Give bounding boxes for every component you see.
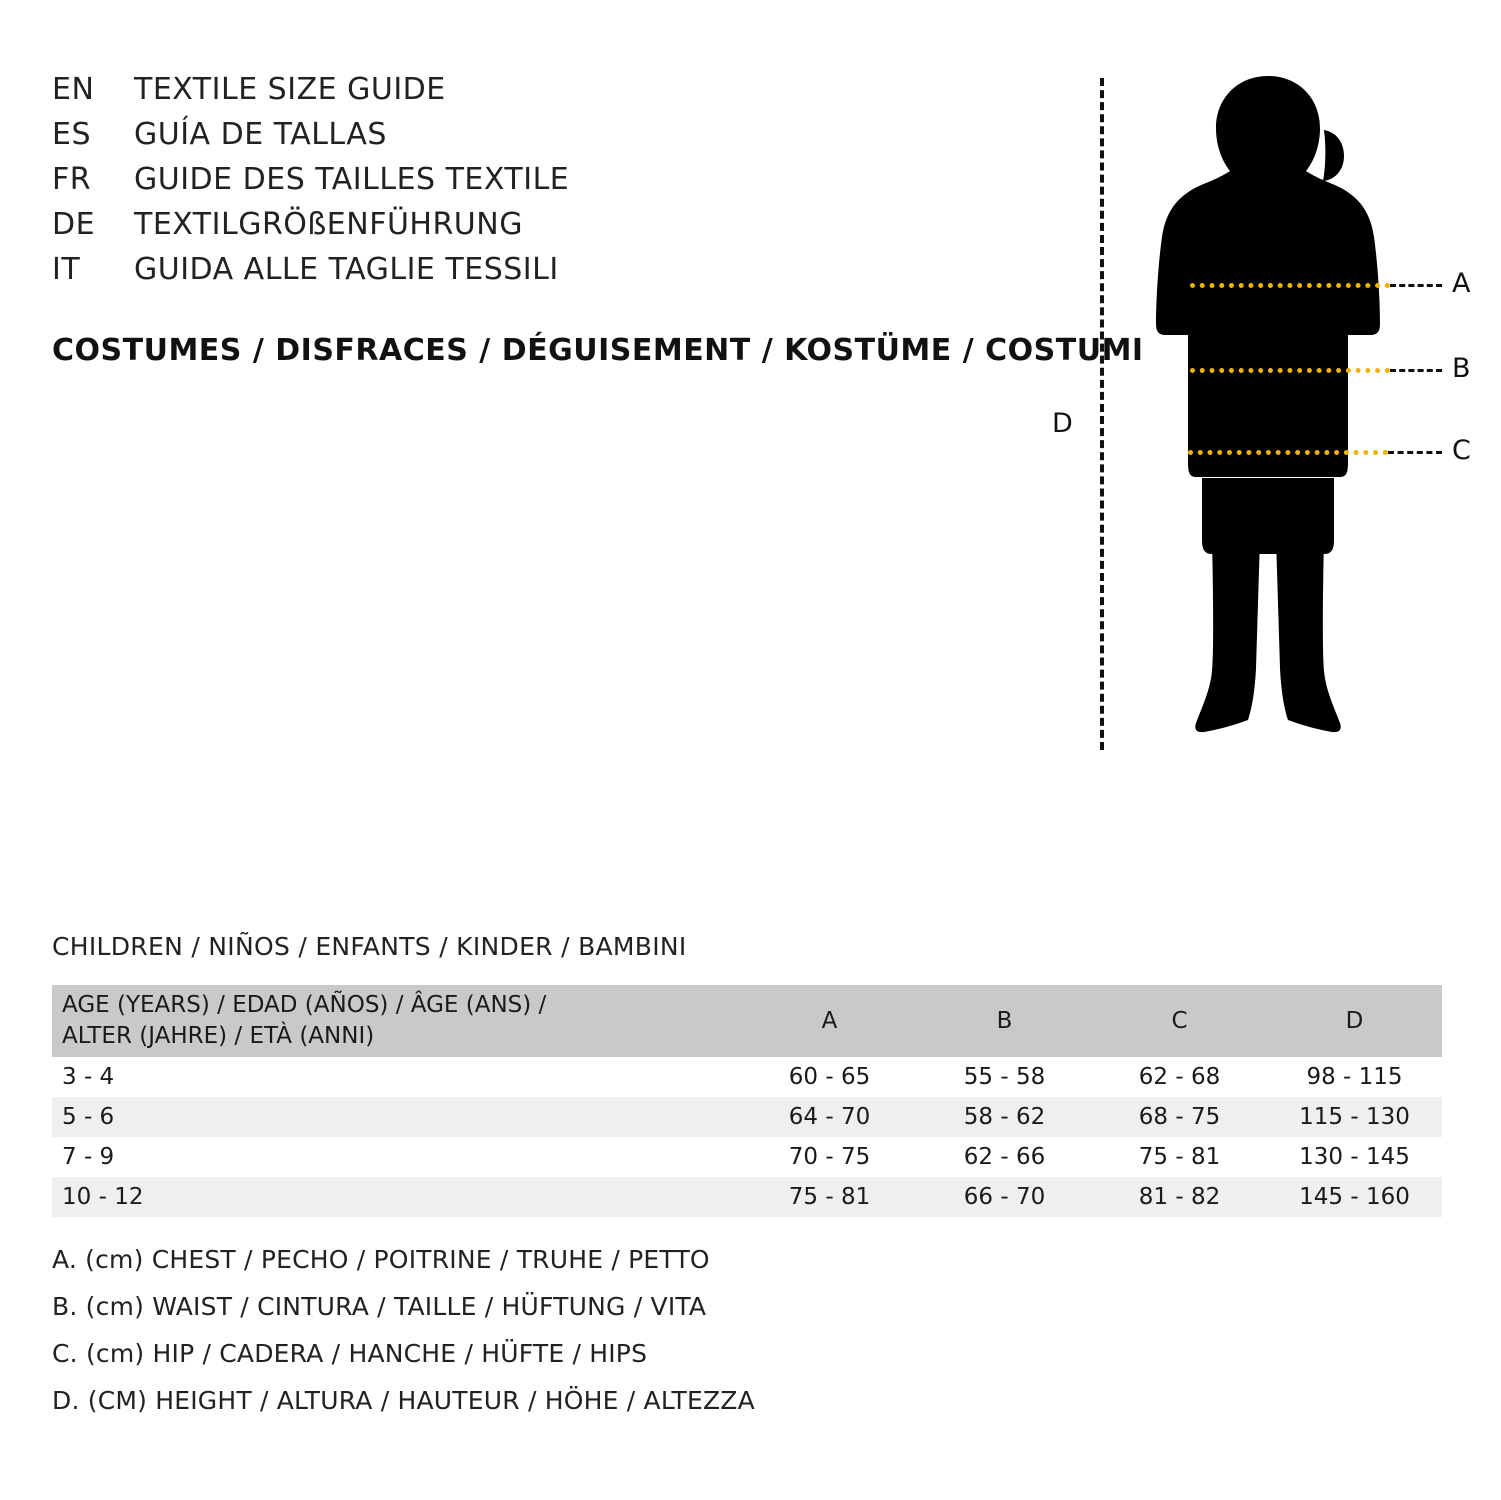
height-label-d: D — [1052, 408, 1073, 439]
hip-marker-line — [1188, 450, 1388, 455]
table-row — [52, 1097, 1442, 1137]
cell-height: 130 - 145 — [1299, 1144, 1410, 1170]
cell-chest: 60 - 65 — [788, 1064, 871, 1090]
cell-waist: 66 - 70 — [963, 1184, 1046, 1210]
cell-chest: 70 - 75 — [788, 1144, 871, 1170]
cell-waist: 55 - 58 — [963, 1064, 1046, 1090]
language-title-fr: GUIDE DES TAILLES TEXTILE — [134, 162, 570, 197]
language-code-es: ES — [52, 117, 91, 152]
cell-chest: 75 - 81 — [788, 1184, 871, 1210]
header-col-d: D — [1345, 1008, 1364, 1034]
chest-lead-line — [1390, 284, 1442, 287]
language-row-de — [52, 207, 1052, 252]
language-title-block — [52, 72, 1052, 297]
table-row — [52, 1057, 1442, 1097]
language-row-fr — [52, 162, 1052, 207]
chest-marker-line — [1190, 283, 1390, 288]
measurement-figure — [1040, 60, 1471, 760]
language-row-it — [52, 252, 1052, 297]
measurement-legend — [52, 1245, 755, 1433]
header-age-line2: ALTER (JAHRE) / ETÀ (ANNI) — [62, 1023, 375, 1049]
cell-age: 3 - 4 — [62, 1064, 115, 1090]
table-row — [52, 1137, 1442, 1177]
chest-label-a: A — [1452, 268, 1471, 299]
cell-waist: 62 - 66 — [963, 1144, 1046, 1170]
children-section-title: CHILDREN / NIÑOS / ENFANTS / KINDER / BAMBINI — [52, 932, 687, 961]
cell-height: 115 - 130 — [1299, 1104, 1410, 1130]
cell-age: 10 - 12 — [62, 1184, 144, 1210]
cell-chest: 64 - 70 — [788, 1104, 871, 1130]
table-header-row — [52, 985, 1442, 1057]
language-code-it: IT — [52, 252, 81, 287]
cell-age: 5 - 6 — [62, 1104, 115, 1130]
waist-label-b: B — [1452, 353, 1471, 384]
waist-lead-line — [1390, 369, 1442, 372]
cell-hip: 62 - 68 — [1138, 1064, 1221, 1090]
language-title-es: GUÍA DE TALLAS — [134, 117, 387, 152]
language-code-de: DE — [52, 207, 96, 242]
language-title-it: GUIDA ALLE TAGLIE TESSILI — [134, 252, 559, 287]
cell-height: 98 - 115 — [1306, 1064, 1403, 1090]
cell-age: 7 - 9 — [62, 1144, 115, 1170]
header-col-b: B — [996, 1008, 1013, 1034]
language-row-es — [52, 117, 1052, 162]
hip-label-c: C — [1452, 435, 1471, 466]
header-col-c: C — [1171, 1008, 1188, 1034]
child-silhouette-icon — [1128, 68, 1408, 758]
language-code-en: EN — [52, 72, 95, 107]
cell-hip: 81 - 82 — [1138, 1184, 1221, 1210]
header-age-line1: AGE (YEARS) / EDAD (AÑOS) / ÂGE (ANS) / — [62, 991, 547, 1018]
language-row-en — [52, 72, 1052, 117]
language-code-fr: FR — [52, 162, 92, 197]
header-age-cell — [52, 985, 742, 1057]
legend-line-c: C. (cm) HIP / CADERA / HANCHE / HÜFTE / HIPS — [52, 1339, 648, 1368]
height-guide-line — [1100, 78, 1104, 750]
legend-line-d: D. (CM) HEIGHT / ALTURA / HAUTEUR / HÖHE / ALTEZZA — [52, 1386, 755, 1415]
header-col-a: A — [821, 1008, 838, 1034]
waist-marker-line — [1190, 368, 1390, 373]
language-title-de: TEXTILGRÖßENFÜHRUNG — [134, 207, 523, 242]
hip-lead-line — [1388, 451, 1442, 454]
cell-hip: 68 - 75 — [1138, 1104, 1221, 1130]
cell-height: 145 - 160 — [1299, 1184, 1410, 1210]
language-title-en: TEXTILE SIZE GUIDE — [134, 72, 446, 107]
size-table — [52, 985, 1442, 1217]
legend-line-a: A. (cm) CHEST / PECHO / POITRINE / TRUHE / PETTO — [52, 1245, 710, 1274]
cell-hip: 75 - 81 — [1138, 1144, 1221, 1170]
costumes-subtitle: COSTUMES / DISFRACES / DÉGUISEMENT / KOSTÜME / COSTUMI — [52, 333, 1144, 368]
cell-waist: 58 - 62 — [963, 1104, 1046, 1130]
legend-line-b: B. (cm) WAIST / CINTURA / TAILLE / HÜFTUNG / VITA — [52, 1292, 707, 1321]
table-row — [52, 1177, 1442, 1217]
